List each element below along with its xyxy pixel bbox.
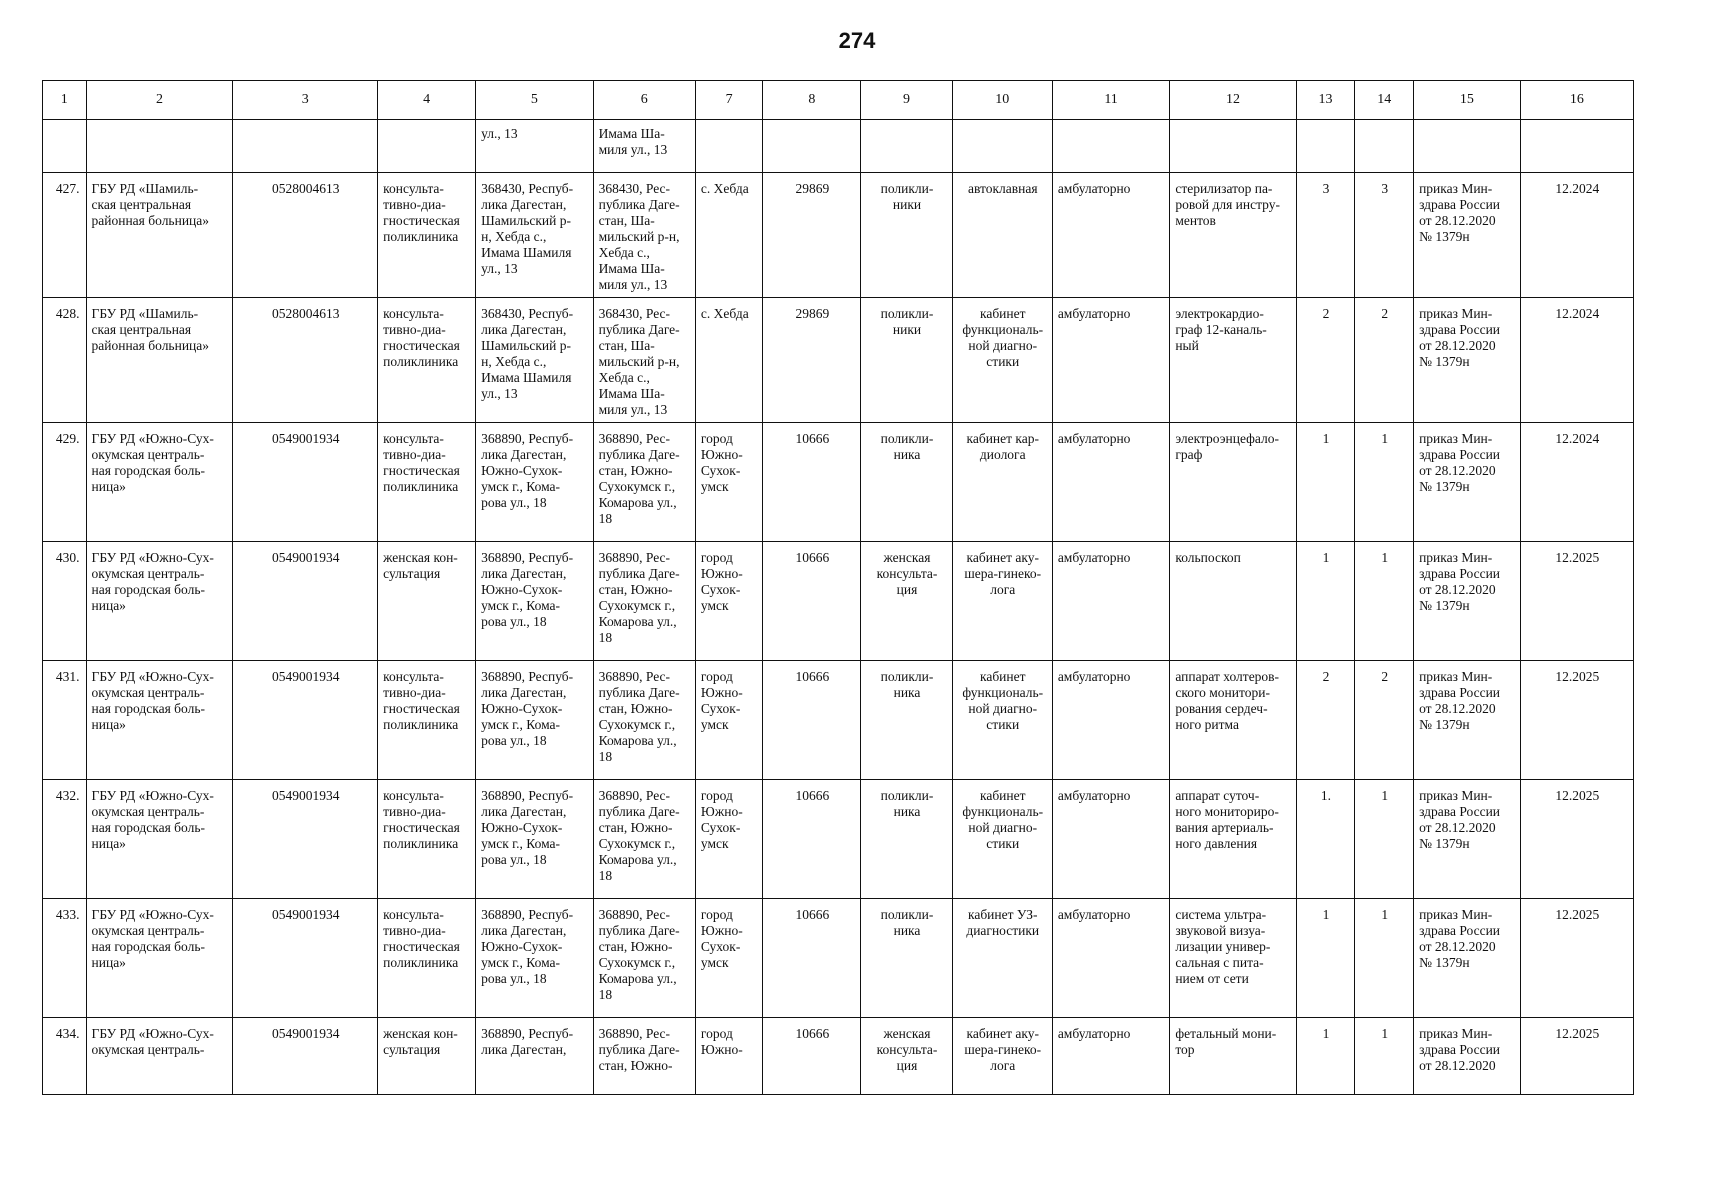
- cell-quantity-planned: [1355, 120, 1414, 173]
- cell-deadline: 12.2025: [1520, 542, 1633, 661]
- cell-subdivision-type: консульта- тивно-диа- гностическая поликлиника: [378, 423, 476, 542]
- header-col-12: 12: [1170, 81, 1296, 120]
- table-row: [43, 1018, 1634, 1095]
- cell-organization: [86, 120, 233, 173]
- header-col-15: 15: [1414, 81, 1521, 120]
- cell-room: [952, 120, 1052, 173]
- cell-quantity-planned: 3: [1355, 173, 1414, 298]
- cell-unit-type: женская консульта- ция: [861, 1018, 952, 1095]
- cell-actual-address: 368890, Рес- публика Даге- стан, Южно- Сухокумск г., Комарова ул., 18: [593, 780, 695, 899]
- cell-equipment: система ультра- звуковой визуа- лизации универ- сальная с пита- нием от сети: [1170, 899, 1296, 1018]
- cell-population: 10666: [763, 542, 861, 661]
- cell-quantity-required: 1: [1296, 899, 1355, 1018]
- cell-population: [763, 120, 861, 173]
- cell-organization: ГБУ РД «Шамиль- ская центральная районная больница»: [86, 298, 233, 423]
- table-row: [43, 423, 1634, 542]
- cell-care-form: амбулаторно: [1052, 423, 1170, 542]
- cell-population: 10666: [763, 780, 861, 899]
- cell-equipment: аппарат холтеров- ского монитори- рования сердеч- ного ритма: [1170, 661, 1296, 780]
- cell-care-form: амбулаторно: [1052, 542, 1170, 661]
- cell-regulation: приказ Мин- здрава России от 28.12.2020: [1414, 1018, 1521, 1095]
- cell-legal-address: 368430, Респуб- лика Дагестан, Шамильский р- н, Хебда с., Имама Шамиля ул., 13: [476, 298, 594, 423]
- cell-subdivision-type: женская кон- сультация: [378, 1018, 476, 1095]
- header-col-3: 3: [233, 81, 378, 120]
- cell-quantity-required: 1: [1296, 542, 1355, 661]
- cell-equipment: стерилизатор па- ровой для инстру- ментов: [1170, 173, 1296, 298]
- cell-quantity-planned: 2: [1355, 661, 1414, 780]
- cell-row-number: 430.: [43, 542, 87, 661]
- cell-quantity-planned: 1: [1355, 899, 1414, 1018]
- cell-legal-address: 368890, Респуб- лика Дагестан, Южно-Сухок- умск г., Кома- рова ул., 18: [476, 899, 594, 1018]
- cell-quantity-required: 2: [1296, 298, 1355, 423]
- cell-actual-address: Имама Ша- миля ул., 13: [593, 120, 695, 173]
- cell-equipment: кольпоскоп: [1170, 542, 1296, 661]
- cell-unit-type: женская консульта- ция: [861, 542, 952, 661]
- table-body: [43, 120, 1634, 1095]
- cell-population: 10666: [763, 1018, 861, 1095]
- header-col-1: 1: [43, 81, 87, 120]
- cell-room: кабинет кар- диолога: [952, 423, 1052, 542]
- header-col-11: 11: [1052, 81, 1170, 120]
- cell-care-form: амбулаторно: [1052, 298, 1170, 423]
- cell-inn: 0549001934: [233, 423, 378, 542]
- cell-regulation: приказ Мин- здрава России от 28.12.2020 № 1379н: [1414, 298, 1521, 423]
- cell-regulation: приказ Мин- здрава России от 28.12.2020 № 1379н: [1414, 661, 1521, 780]
- cell-inn: 0528004613: [233, 298, 378, 423]
- cell-organization: ГБУ РД «Южно-Сух- окумская централь- ная городская боль- ница»: [86, 661, 233, 780]
- header-col-4: 4: [378, 81, 476, 120]
- cell-deadline: 12.2024: [1520, 173, 1633, 298]
- cell-deadline: 12.2025: [1520, 899, 1633, 1018]
- equipment-table: [42, 80, 1634, 1095]
- cell-quantity-required: 3: [1296, 173, 1355, 298]
- table-row-continuation: [43, 120, 1634, 173]
- cell-inn: 0549001934: [233, 1018, 378, 1095]
- cell-equipment: фетальный мони- тор: [1170, 1018, 1296, 1095]
- cell-quantity-required: [1296, 120, 1355, 173]
- cell-row-number: 428.: [43, 298, 87, 423]
- cell-regulation: [1414, 120, 1521, 173]
- header-col-6: 6: [593, 81, 695, 120]
- cell-legal-address: ул., 13: [476, 120, 594, 173]
- cell-quantity-required: 1: [1296, 1018, 1355, 1095]
- cell-row-number: [43, 120, 87, 173]
- cell-care-form: амбулаторно: [1052, 661, 1170, 780]
- cell-row-number: 433.: [43, 899, 87, 1018]
- header-col-13: 13: [1296, 81, 1355, 120]
- cell-unit-type: поликли- ника: [861, 899, 952, 1018]
- cell-quantity-required: 1.: [1296, 780, 1355, 899]
- cell-subdivision-type: консульта- тивно-диа- гностическая поликлиника: [378, 899, 476, 1018]
- cell-actual-address: 368890, Рес- публика Даге- стан, Южно- Сухокумск г., Комарова ул., 18: [593, 542, 695, 661]
- cell-care-form: амбулаторно: [1052, 1018, 1170, 1095]
- header-col-10: 10: [952, 81, 1052, 120]
- cell-quantity-required: 2: [1296, 661, 1355, 780]
- cell-unit-type: поликли- ника: [861, 780, 952, 899]
- table-header: [43, 81, 1634, 120]
- cell-row-number: 427.: [43, 173, 87, 298]
- cell-room: кабинет функциональ- ной диагно- стики: [952, 298, 1052, 423]
- cell-room: кабинет функциональ- ной диагно- стики: [952, 780, 1052, 899]
- cell-locality: город Южно-: [695, 1018, 762, 1095]
- cell-deadline: 12.2025: [1520, 1018, 1633, 1095]
- header-col-5: 5: [476, 81, 594, 120]
- cell-subdivision-type: [378, 120, 476, 173]
- cell-quantity-planned: 2: [1355, 298, 1414, 423]
- cell-care-form: амбулаторно: [1052, 899, 1170, 1018]
- cell-actual-address: 368890, Рес- публика Даге- стан, Южно- Сухокумск г., Комарова ул., 18: [593, 661, 695, 780]
- table-row: [43, 899, 1634, 1018]
- cell-quantity-planned: 1: [1355, 423, 1414, 542]
- cell-locality: город Южно- Сухок- умск: [695, 780, 762, 899]
- cell-row-number: 431.: [43, 661, 87, 780]
- cell-room: кабинет аку- шера-гинеко- лога: [952, 542, 1052, 661]
- cell-inn: [233, 120, 378, 173]
- cell-deadline: [1520, 120, 1633, 173]
- cell-deadline: 12.2025: [1520, 780, 1633, 899]
- cell-regulation: приказ Мин- здрава России от 28.12.2020 № 1379н: [1414, 173, 1521, 298]
- table-row: [43, 298, 1634, 423]
- cell-row-number: 432.: [43, 780, 87, 899]
- cell-actual-address: 368890, Рес- публика Даге- стан, Южно- Сухокумск г., Комарова ул., 18: [593, 899, 695, 1018]
- cell-room: кабинет функциональ- ной диагно- стики: [952, 661, 1052, 780]
- cell-locality: [695, 120, 762, 173]
- cell-legal-address: 368890, Респуб- лика Дагестан, Южно-Сухок- умск г., Кома- рова ул., 18: [476, 661, 594, 780]
- cell-unit-type: поликли- ника: [861, 423, 952, 542]
- cell-locality: с. Хебда: [695, 173, 762, 298]
- cell-population: 10666: [763, 661, 861, 780]
- equipment-table-container: [42, 80, 1634, 1095]
- page-number: 274: [838, 28, 876, 53]
- cell-locality: город Южно- Сухок- умск: [695, 899, 762, 1018]
- header-col-14: 14: [1355, 81, 1414, 120]
- cell-unit-type: поликли- ники: [861, 298, 952, 423]
- cell-unit-type: поликли- ника: [861, 661, 952, 780]
- cell-inn: 0549001934: [233, 780, 378, 899]
- cell-legal-address: 368890, Респуб- лика Дагестан, Южно-Сухок- умск г., Кома- рова ул., 18: [476, 423, 594, 542]
- cell-deadline: 12.2024: [1520, 423, 1633, 542]
- cell-inn: 0528004613: [233, 173, 378, 298]
- cell-locality: город Южно- Сухок- умск: [695, 661, 762, 780]
- cell-locality: с. Хебда: [695, 298, 762, 423]
- cell-population: 10666: [763, 423, 861, 542]
- cell-care-form: амбулаторно: [1052, 173, 1170, 298]
- cell-equipment: электрокардио- граф 12-каналь- ный: [1170, 298, 1296, 423]
- cell-unit-type: [861, 120, 952, 173]
- cell-quantity-planned: 1: [1355, 1018, 1414, 1095]
- cell-equipment: аппарат суточ- ного мониториро- вания артериаль- ного давления: [1170, 780, 1296, 899]
- cell-legal-address: 368890, Респуб- лика Дагестан,: [476, 1018, 594, 1095]
- cell-row-number: 429.: [43, 423, 87, 542]
- cell-actual-address: 368890, Рес- публика Даге- стан, Южно-: [593, 1018, 695, 1095]
- cell-room: автоклавная: [952, 173, 1052, 298]
- cell-organization: ГБУ РД «Южно-Сух- окумская централь-: [86, 1018, 233, 1095]
- cell-equipment: электроэнцефало- граф: [1170, 423, 1296, 542]
- cell-quantity-planned: 1: [1355, 542, 1414, 661]
- cell-deadline: 12.2025: [1520, 661, 1633, 780]
- cell-organization: ГБУ РД «Южно-Сух- окумская централь- ная городская боль- ница»: [86, 899, 233, 1018]
- cell-regulation: приказ Мин- здрава России от 28.12.2020 № 1379н: [1414, 423, 1521, 542]
- cell-subdivision-type: консульта- тивно-диа- гностическая поликлиника: [378, 173, 476, 298]
- cell-locality: город Южно- Сухок- умск: [695, 542, 762, 661]
- cell-care-form: амбулаторно: [1052, 780, 1170, 899]
- header-col-2: 2: [86, 81, 233, 120]
- cell-regulation: приказ Мин- здрава России от 28.12.2020 № 1379н: [1414, 542, 1521, 661]
- cell-quantity-required: 1: [1296, 423, 1355, 542]
- cell-room: кабинет аку- шера-гинеко- лога: [952, 1018, 1052, 1095]
- header-col-7: 7: [695, 81, 762, 120]
- table-row: [43, 661, 1634, 780]
- cell-organization: ГБУ РД «Южно-Сух- окумская централь- ная городская боль- ница»: [86, 780, 233, 899]
- cell-actual-address: 368890, Рес- публика Даге- стан, Южно- Сухокумск г., Комарова ул., 18: [593, 423, 695, 542]
- cell-subdivision-type: консульта- тивно-диа- гностическая поликлиника: [378, 780, 476, 899]
- cell-population: 29869: [763, 173, 861, 298]
- cell-legal-address: 368890, Респуб- лика Дагестан, Южно-Сухок- умск г., Кома- рова ул., 18: [476, 780, 594, 899]
- cell-equipment: [1170, 120, 1296, 173]
- cell-actual-address: 368430, Рес- публика Даге- стан, Ша- мильский р-н, Хебда с., Имама Ша- миля ул., 13: [593, 173, 695, 298]
- cell-inn: 0549001934: [233, 661, 378, 780]
- cell-legal-address: 368430, Респуб- лика Дагестан, Шамильский р- н, Хебда с., Имама Шамиля ул., 13: [476, 173, 594, 298]
- cell-inn: 0549001934: [233, 542, 378, 661]
- cell-deadline: 12.2024: [1520, 298, 1633, 423]
- header-col-16: 16: [1520, 81, 1633, 120]
- cell-quantity-planned: 1: [1355, 780, 1414, 899]
- header-row: [43, 81, 1634, 120]
- cell-organization: ГБУ РД «Южно-Сух- окумская централь- ная городская боль- ница»: [86, 542, 233, 661]
- cell-subdivision-type: консульта- тивно-диа- гностическая поликлиника: [378, 661, 476, 780]
- table-row: [43, 780, 1634, 899]
- cell-regulation: приказ Мин- здрава России от 28.12.2020 № 1379н: [1414, 780, 1521, 899]
- cell-population: 29869: [763, 298, 861, 423]
- cell-subdivision-type: консульта- тивно-диа- гностическая поликлиника: [378, 298, 476, 423]
- cell-room: кабинет УЗ- диагностики: [952, 899, 1052, 1018]
- cell-organization: ГБУ РД «Шамиль- ская центральная районная больница»: [86, 173, 233, 298]
- cell-locality: город Южно- Сухок- умск: [695, 423, 762, 542]
- table-row: [43, 542, 1634, 661]
- cell-actual-address: 368430, Рес- публика Даге- стан, Ша- мильский р-н, Хебда с., Имама Ша- миля ул., 13: [593, 298, 695, 423]
- cell-subdivision-type: женская кон- сультация: [378, 542, 476, 661]
- cell-row-number: 434.: [43, 1018, 87, 1095]
- cell-care-form: [1052, 120, 1170, 173]
- cell-organization: ГБУ РД «Южно-Сух- окумская централь- ная городская боль- ница»: [86, 423, 233, 542]
- cell-legal-address: 368890, Респуб- лика Дагестан, Южно-Сухок- умск г., Кома- рова ул., 18: [476, 542, 594, 661]
- header-col-8: 8: [763, 81, 861, 120]
- header-col-9: 9: [861, 81, 952, 120]
- table-row: [43, 173, 1634, 298]
- cell-inn: 0549001934: [233, 899, 378, 1018]
- cell-unit-type: поликли- ники: [861, 173, 952, 298]
- cell-regulation: приказ Мин- здрава России от 28.12.2020 № 1379н: [1414, 899, 1521, 1018]
- cell-population: 10666: [763, 899, 861, 1018]
